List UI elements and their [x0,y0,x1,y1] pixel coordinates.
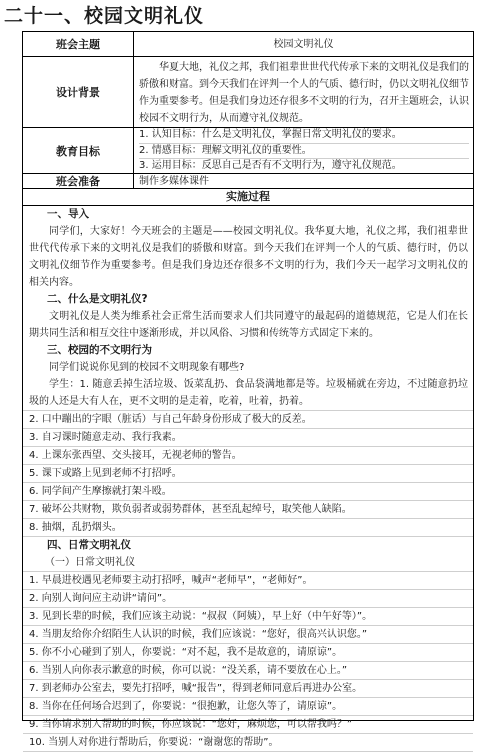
page-title: 二十一、校园文明礼仪 [4,5,205,27]
list-item: 8. 当你在任何场合迟到了，你要说：“很抱歉，让您久等了，请原谅”。 [23,698,473,716]
list-item: 9. 当你请求别人帮助的时候，你应该说：“您好，麻烦您，可以帮我吗？” [23,716,473,734]
section-question: 同学们说说你见到的校园不文明现象有哪些? [49,362,245,373]
list-item: 2. 向别人询问应主动讲“请问”。 [23,590,473,608]
prep-label: 班会准备 [23,174,134,188]
prep-row [23,174,473,189]
goal-item: 2. 情感目标：理解文明礼仪的重要性。 [139,144,469,160]
list-item: 10. 当别人对你进行帮助后，你要说：“谢谢您的帮助”。 [23,734,473,752]
background-row [23,57,473,128]
list-item: 7. 破坏公共财物，欺负弱者或弱势群体，甚至乱起绰号，取笑他人缺陷。 [23,501,473,519]
process-header: 实施过程 [23,189,473,206]
list-item: 4. 当朋友给你介绍陌生人认识的时候，我们应该说：“您好，很高兴认识您。” [23,626,473,644]
goals-list [134,128,473,173]
section-text: 文明礼仪是人类为维系社会正常生活而要求人们共同遵守的最起码的道德规范，它是人们在长期共同生活和相互交往中逐渐形成，并以风俗、习惯和传统等方式固定下来的。 [29,311,468,339]
goals-row [23,128,473,174]
list-item: 4. 上课东张西望、交头接耳，无视老师的警告。 [23,447,473,465]
background-text: 华夏大地，礼仪之邦，我们祖辈世世代代传承下来的文明礼仪是我们的骄傲和财富。到今天我们在评判一个人的气质、德行时，仍以文明礼仪细节作为重要参考。但是我们身边还存很多不文明的行为，召开主题班会，认识校园不文明行为，从而遵守礼仪规范。 [139,62,469,124]
list-item: 1. 早晨进校遇见老师要主动打招呼，喊声“老师早”，“老师好”。 [23,572,473,590]
section-text: 同学们，大家好！今天班会的主题是——校园文明礼仪。我华夏大地，礼仪之邦，我们祖辈世世代代传承下来的文明礼仪是我们的骄傲和财富。到今天我们在评判一个人的气质、德行时，仍以文明礼仪细节作为重要参考。但是我们身边还存很多不文明的行为，我们今天一起学习文明礼仪的相关内容。 [29,226,468,288]
list-item: 3. 见到长辈的时候，我们应该主动说：“叔叔（阿姨），早上好（中午好等）”。 [23,608,473,626]
background-label: 设计背景 [23,57,134,127]
theme-label: 班会主题 [23,32,134,56]
list-item: 7. 到老师办公室去，要先打招呼，喊“报告”，得到老师同意后再进办公室。 [23,680,473,698]
list-item: 学生：1. 随意丢掉生活垃圾、饭菜乱扔、食品袋满地都是等。垃圾桶就在旁边，不过随意扔垃圾的人还是大有人在，更不文明的是走着，吃着，吐着，扔着。 [23,376,473,411]
lesson-plan-table [22,31,474,748]
goal-item: 3. 运用目标：反思自己是否有不文明行为，遵守礼仪规范。 [139,160,402,171]
list-item: 5. 你不小心碰到了别人，你要说：“对不起，我不是故意的，请原谅”。 [23,644,473,662]
list-item: 6. 同学间产生摩擦就打架斗殴。 [23,483,473,501]
section-title: 三、校园的不文明行为 [47,344,152,356]
list-item: 8. 抽烟，乱扔烟头。 [23,519,473,537]
theme-value: 校园文明礼仪 [273,38,334,50]
section-title: 二、什么是文明礼仪? [47,293,148,305]
prep-value: 制作多媒体课件 [139,175,209,187]
goals-label: 教育目标 [23,128,134,173]
list-item: 3. 自习课时随意走动、我行我素。 [23,429,473,447]
section-title: 一、导入 [47,208,89,220]
list-item: 5. 课下或路上见到老师不打招呼。 [23,465,473,483]
process-body [23,206,473,752]
theme-row [23,32,473,57]
subsection-title: （一）日常文明礼仪 [23,554,473,572]
goal-item: 1. 认知目标：什么是文明礼仪，掌握日常文明礼仪的要求。 [139,128,469,144]
list-item: 6. 当别人向你表示歉意的时候，你可以说：“没关系，请不要放在心上。” [23,662,473,680]
list-item: 2. 口中蹦出的字眼（脏话）与自己年龄身份形成了极大的反差。 [23,411,473,429]
section-title: 四、日常文明礼仪 [47,539,131,551]
